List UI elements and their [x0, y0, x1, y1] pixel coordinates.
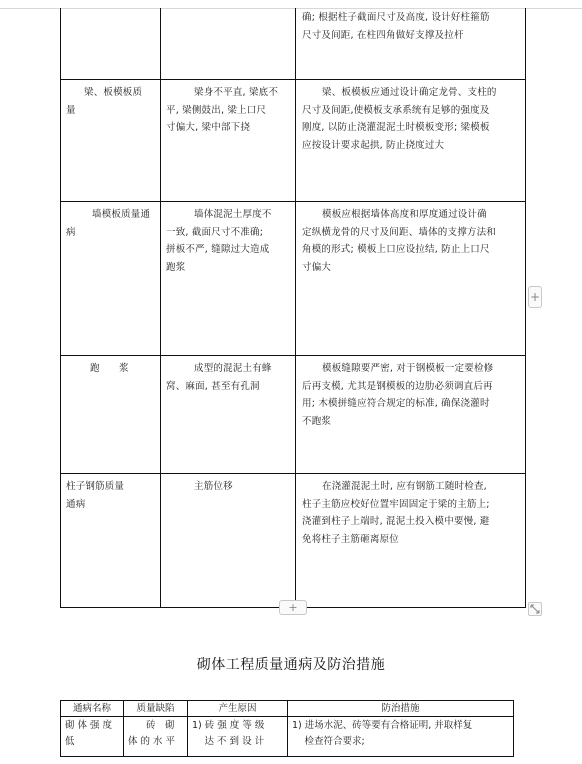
table-resize-handle[interactable]	[528, 602, 542, 616]
defect-name-text: 梁、板模板质 量	[66, 87, 143, 116]
table-row	[60, 80, 526, 202]
defect-name-cell[interactable]	[60, 8, 161, 80]
defect-symptom-cell[interactable]	[161, 202, 296, 356]
defect-symptom-text: 主筋位移	[194, 481, 233, 492]
defect-name-cell[interactable]: 砌 体 强 度 低	[60, 717, 124, 757]
prevention-cell[interactable]	[296, 202, 526, 356]
prevention-cell[interactable]: 1) 进场水泥、砖等要有合格证明, 并取样复 检查符合要求;	[288, 717, 514, 757]
defect-name-text: 墙模板质量通 病	[66, 209, 151, 238]
header-cell[interactable]: 产生原因	[188, 700, 288, 717]
table-row	[60, 8, 526, 80]
section-title: 砌体工程质量通病及防治措施	[196, 657, 386, 673]
defect-symptom-cell[interactable]	[161, 80, 296, 202]
header-cell[interactable]: 质量缺陷	[124, 700, 188, 717]
resize-diagonal-icon	[530, 604, 540, 614]
table-row	[60, 717, 514, 757]
defect-name-cell[interactable]	[60, 356, 161, 474]
table-row	[60, 474, 526, 608]
prevention-text: 模板应根据墙体高度和厚度通过设计确 定纵横龙骨的尺寸及间距、墙体的支撑方法和 角模的形式; 模板上口应设拉结, 防止上口尺 寸偏大	[302, 209, 497, 273]
defect-symptom-text: 墙体混泥土厚度不 一致, 截面尺寸不准确; 拼板不严, 缝隙过大造成 跑浆	[166, 209, 272, 273]
defect-name-cell[interactable]	[60, 202, 161, 356]
table-row	[60, 202, 526, 356]
defect-name-text: 柱子钢筋质量 通病	[66, 481, 125, 510]
prevention-cell[interactable]	[296, 80, 526, 202]
defect-name-text: 跑 浆	[90, 363, 129, 374]
prevention-cell[interactable]	[296, 8, 526, 80]
prevention-cell[interactable]	[296, 474, 526, 608]
header-cell[interactable]: 通病名称	[60, 700, 124, 717]
defect-name-cell[interactable]	[60, 474, 161, 608]
defect-symptom-cell[interactable]	[161, 474, 296, 608]
table-row	[60, 356, 526, 474]
defect-symptom-cell[interactable]: 砖 砌 体 的 水 平	[124, 717, 188, 757]
defect-symptom-text: 梁身不平直, 梁底不 平, 梁侧鼓出, 梁上口尺 寸偏大, 梁中部下挠	[166, 87, 279, 133]
prevention-text: 梁、板模板应通过设计确定龙骨、支柱的 尺寸及间距,使模板支承系统有足够的强度及 刚度, 以防止浇灌混泥土时模板变形; 梁模板 应按设计要求起拱, 防止挠度过大	[302, 87, 497, 151]
table-header-row	[60, 700, 514, 717]
add-row-button[interactable]	[279, 600, 307, 615]
plus-icon: +	[529, 290, 541, 304]
prevention-text: 模板缝隙要严密, 对于钢模板一定要检修 后再支模, 尤其是钢模板的边肋必须调直后再 用; 木模拼缝应符合规定的标准, 确保浇灌时 不跑浆	[302, 363, 494, 427]
prevention-text: 在浇灌混泥土时, 应有钢筋工随时检查, 柱子主筋应校好位置牢固固定于梁的主筋上; 浇灌到柱子上端时, 混泥土投入模中要慢, 避 免将柱子主筋砸离原位	[302, 481, 490, 545]
cause-cell[interactable]: 1) 砖 强 度 等 级 达 不 到 设 计	[188, 717, 288, 757]
header-cell[interactable]: 防治措施	[288, 700, 514, 717]
defect-name-cell[interactable]	[60, 80, 161, 202]
defect-symptom-text: 成型的混泥土有蜂 窝、麻面, 甚至有孔洞	[166, 363, 272, 392]
defect-symptom-cell[interactable]	[161, 8, 296, 80]
defect-symptom-cell[interactable]	[161, 356, 296, 474]
add-column-button[interactable]	[528, 286, 542, 308]
plus-icon: +	[288, 601, 298, 614]
prevention-cell[interactable]	[296, 356, 526, 474]
prevention-text: 确; 根据柱子截面尺寸及高度, 设计好柱箍筋 尺寸及间距, 在柱四角做好支撑及拉杆	[302, 12, 490, 41]
quality-defects-table	[60, 8, 526, 600]
